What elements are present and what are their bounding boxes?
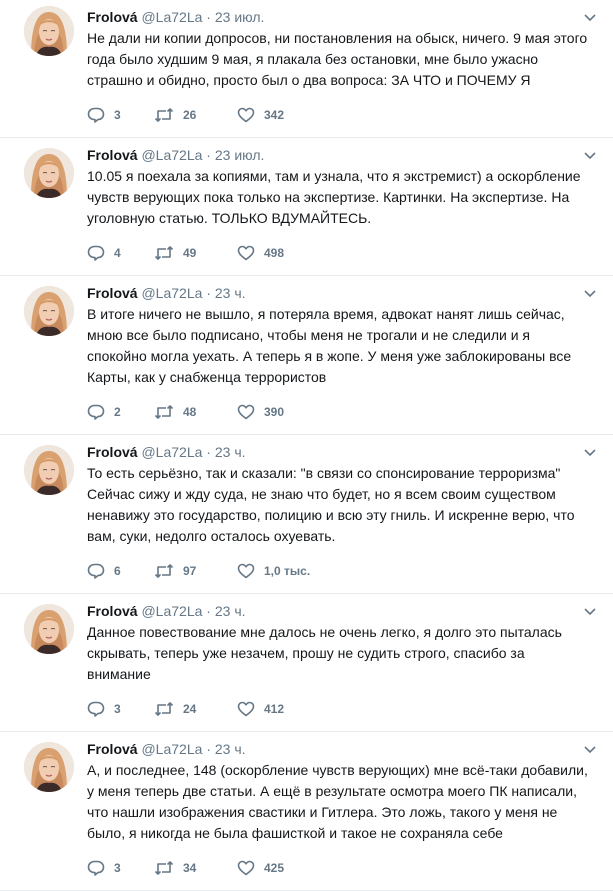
- tweet-text-line: То есть серьёзно, так и сказали: "в связи со спонсирование терроризма": [87, 465, 561, 481]
- like-count: 498: [264, 246, 285, 260]
- tweet-text-line: мною все было подписано, чтобы меня не трогали и не следили и я: [87, 327, 530, 343]
- tweet-text-line: Не дали ни копии допросов, ни постановления на обыск, ничего. 9 мая этого: [87, 30, 588, 46]
- retweet-count: 97: [183, 564, 197, 578]
- tweet-header: [87, 443, 601, 461]
- retweet-icon: [154, 701, 174, 717]
- separator-dot: ·: [206, 603, 211, 619]
- heart-icon: [237, 701, 255, 717]
- tweet-text-line: А, и последнее, 148 (оскорбление чувств верующих) мне всё-таки добавили,: [87, 762, 588, 778]
- retweet-icon: [154, 563, 174, 579]
- like-button[interactable]: [237, 404, 337, 420]
- retweet-count: 49: [183, 246, 197, 260]
- like-button[interactable]: [237, 563, 337, 579]
- tweet-text: [87, 166, 601, 229]
- tweet-actions: [87, 105, 601, 137]
- chevron-down-icon[interactable]: [583, 604, 597, 618]
- retweet-button[interactable]: [154, 245, 237, 261]
- tweet-actions: [87, 402, 601, 434]
- retweet-button[interactable]: [154, 404, 237, 420]
- tweet-actions: [87, 699, 601, 731]
- retweet-count: 34: [183, 861, 197, 875]
- user-handle[interactable]: @La72La: [141, 603, 203, 619]
- tweet-text-line: чувств верующих пока только на экспертизе. Картинки. На экспертизе. На: [87, 189, 570, 205]
- tweet-actions: [87, 858, 601, 890]
- reply-button[interactable]: [87, 701, 154, 717]
- tweet-text-line: что нашли изображения свастики и Гитлера. Это ложь, такого у меня не: [87, 804, 558, 820]
- tweet-header: [87, 602, 601, 620]
- chevron-down-icon[interactable]: [583, 742, 597, 756]
- reply-icon: [87, 701, 105, 717]
- display-name[interactable]: Frolová: [87, 285, 138, 301]
- retweet-button[interactable]: [154, 107, 237, 123]
- chevron-down-icon[interactable]: [583, 10, 597, 24]
- tweet-text-line: было, я никогда не была фашисткой и такое не сохраняла себе: [87, 825, 503, 841]
- tweet[interactable]: [0, 0, 613, 138]
- tweet[interactable]: [0, 594, 613, 732]
- tweet-header: [87, 740, 601, 758]
- like-button[interactable]: [237, 107, 337, 123]
- chevron-down-icon[interactable]: [583, 286, 597, 300]
- reply-button[interactable]: [87, 245, 154, 261]
- heart-icon: [237, 404, 255, 420]
- chevron-down-icon[interactable]: [583, 148, 597, 162]
- retweet-button[interactable]: [154, 701, 237, 717]
- reply-count: 3: [114, 108, 121, 122]
- avatar[interactable]: [24, 148, 74, 198]
- separator-dot: ·: [206, 444, 211, 460]
- tweet-text: [87, 622, 601, 685]
- reply-icon: [87, 404, 105, 420]
- tweet-text-line: 10.05 я поехала за копиями, там и узнала, что я экстремист) а оскорбление: [87, 168, 581, 184]
- retweet-count: 26: [183, 108, 197, 122]
- retweet-count: 48: [183, 405, 197, 419]
- tweet-text-line: В итоге ничего не вышло, я потеряла время, адвокат нанят лишь сейчас,: [87, 306, 565, 322]
- reply-icon: [87, 245, 105, 261]
- display-name[interactable]: Frolová: [87, 147, 138, 163]
- tweet-text: [87, 304, 601, 388]
- user-handle[interactable]: @La72La: [141, 444, 203, 460]
- separator-dot: ·: [206, 9, 211, 25]
- chevron-down-icon[interactable]: [583, 445, 597, 459]
- tweet-header: [87, 8, 601, 26]
- tweet-text-line: у меня теперь две статьи. А ещё в результате осмотра моего ПК написали,: [87, 783, 577, 799]
- reply-count: 6: [114, 564, 121, 578]
- avatar[interactable]: [24, 742, 74, 792]
- reply-button[interactable]: [87, 563, 154, 579]
- tweet[interactable]: [0, 276, 613, 435]
- retweet-icon: [154, 404, 174, 420]
- separator-dot: ·: [206, 147, 211, 163]
- reply-button[interactable]: [87, 860, 154, 876]
- reply-count: 3: [114, 702, 121, 716]
- reply-icon: [87, 860, 105, 876]
- tweet-text-line: Сейчас сижу и жду суда, не знаю что будет, но я всем своим существом: [87, 486, 556, 502]
- retweet-button[interactable]: [154, 860, 237, 876]
- tweet-text: [87, 463, 601, 547]
- heart-icon: [237, 563, 255, 579]
- display-name[interactable]: Frolová: [87, 741, 138, 757]
- tweet-header: [87, 146, 601, 164]
- tweet-text-line: года было худшим 9 мая, я плакала без остановки, мне было ужасно: [87, 51, 539, 67]
- avatar[interactable]: [24, 286, 74, 336]
- tweet-text-line: страшно и обидно, просто был о два вопроса: ЗА ЧТО и ПОЧЕМУ Я: [87, 72, 531, 88]
- user-handle[interactable]: @La72La: [141, 285, 203, 301]
- heart-icon: [237, 860, 255, 876]
- tweet[interactable]: [0, 732, 613, 891]
- heart-icon: [237, 107, 255, 123]
- reply-count: 2: [114, 405, 121, 419]
- user-handle[interactable]: @La72La: [141, 741, 203, 757]
- timestamp[interactable]: 23 июл.: [214, 9, 265, 25]
- timestamp[interactable]: 23 ч.: [214, 741, 246, 757]
- reply-count: 3: [114, 861, 121, 875]
- reply-count: 4: [114, 246, 121, 260]
- display-name[interactable]: Frolová: [87, 603, 138, 619]
- reply-icon: [87, 107, 105, 123]
- timestamp[interactable]: 23 июл.: [214, 147, 265, 163]
- like-button[interactable]: [237, 701, 337, 717]
- reply-button[interactable]: [87, 404, 154, 420]
- heart-icon: [237, 245, 255, 261]
- retweet-icon: [154, 107, 174, 123]
- tweet-text-line: Карты, как у снабженца террористов: [87, 369, 327, 385]
- tweet[interactable]: [0, 435, 613, 594]
- like-count: 412: [264, 702, 285, 716]
- like-count: 390: [264, 405, 285, 419]
- tweet-text-line: ненавижу это государство, полицию и всю эту гниль. И искренне верю, что: [87, 507, 575, 523]
- like-count: 425: [264, 861, 285, 875]
- tweet-text-line: вам, суки, недолго осталось охуевать.: [87, 528, 336, 544]
- avatar[interactable]: [24, 445, 74, 495]
- separator-dot: ·: [206, 285, 211, 301]
- like-button[interactable]: [237, 860, 337, 876]
- retweet-count: 24: [183, 702, 197, 716]
- reply-button[interactable]: [87, 107, 154, 123]
- tweet-header: [87, 284, 601, 302]
- avatar[interactable]: [24, 6, 74, 56]
- like-button[interactable]: [237, 245, 337, 261]
- retweet-button[interactable]: [154, 563, 237, 579]
- retweet-icon: [154, 860, 174, 876]
- user-handle[interactable]: @La72La: [141, 9, 203, 25]
- display-name[interactable]: Frolová: [87, 444, 138, 460]
- reply-icon: [87, 563, 105, 579]
- avatar[interactable]: [24, 604, 74, 654]
- like-count: 342: [264, 108, 285, 122]
- display-name[interactable]: Frolová: [87, 9, 138, 25]
- separator-dot: ·: [206, 741, 211, 757]
- tweet-text-line: уголовную статью. ТОЛЬКО ВДУМАЙТЕСЬ.: [87, 210, 372, 226]
- tweet-actions: [87, 561, 601, 593]
- tweet-text-line: Данное повествование мне далось не очень легко, я долго это пыталась: [87, 624, 562, 640]
- timestamp[interactable]: 23 ч.: [214, 444, 246, 460]
- user-handle[interactable]: @La72La: [141, 147, 203, 163]
- timestamp[interactable]: 23 ч.: [214, 603, 246, 619]
- like-count: 1,0 тыс.: [264, 564, 311, 578]
- tweet-text-line: спокойно могла уехать. А теперь я в жопе. У меня уже заблокированы все: [87, 348, 572, 364]
- tweet-text: [87, 760, 601, 844]
- tweet[interactable]: [0, 138, 613, 276]
- tweet-text-line: скрывать, теперь уже незачем, прошу не судить строго, спасибо за внимание: [87, 645, 525, 682]
- timestamp[interactable]: 23 ч.: [214, 285, 246, 301]
- retweet-icon: [154, 245, 174, 261]
- tweet-text: [87, 28, 601, 91]
- tweet-actions: [87, 243, 601, 275]
